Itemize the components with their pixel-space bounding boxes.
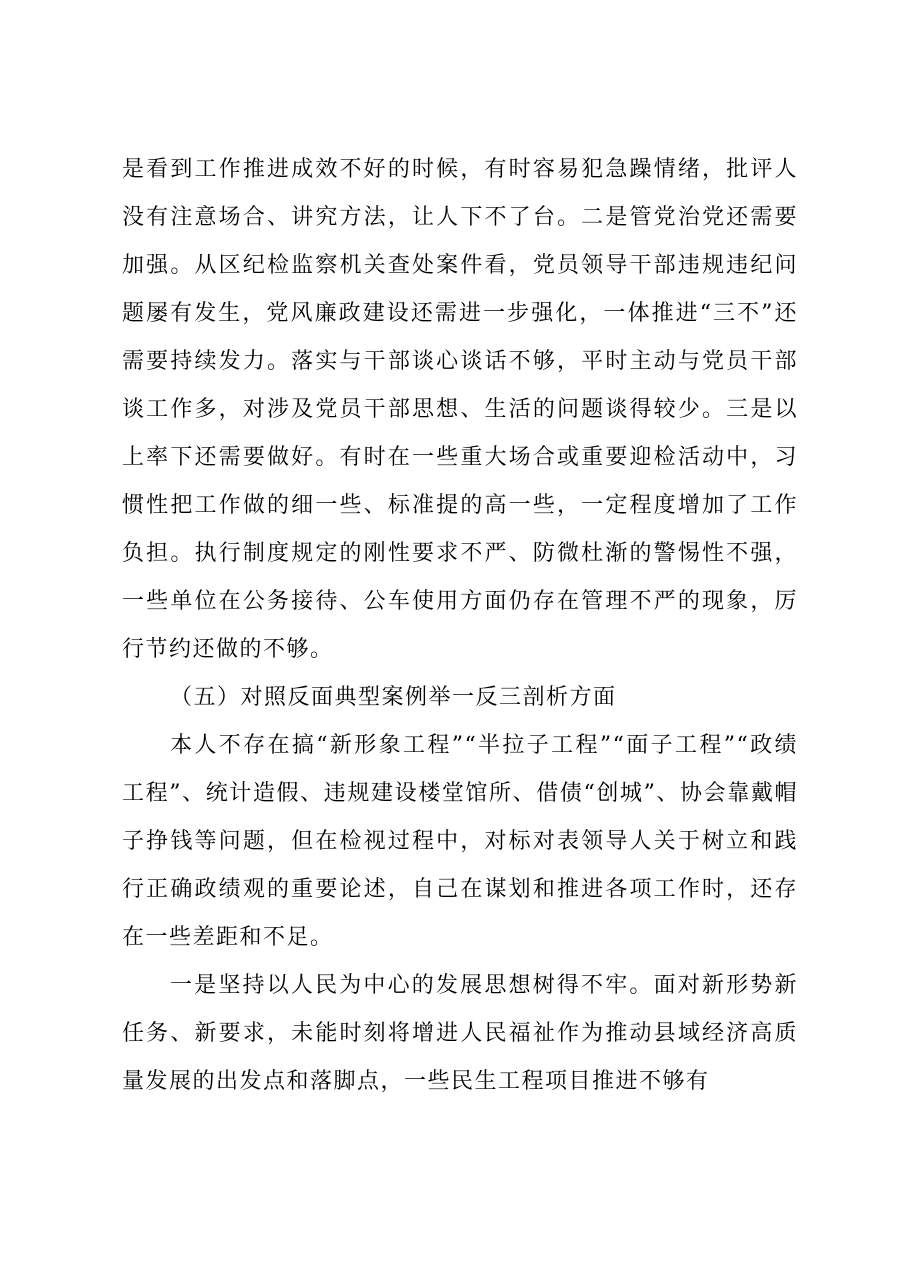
paragraph-continued: 是看到工作推进成效不好的时候，有时容易犯急躁情绪，批评人没有注意场合、讲究方法，让人下不了台。二是管党治党还需要加强。从区纪检监察机关查处案件看，党员领导干部违规违纪问题屡有发生，党风廉政建设还需进一步强化，一体推进“三不”还需要持续发力。落实与干部谈心谈话不够，平时主动与党员干部谈工作多，对涉及党员干部思想、生活的问题谈得较少。三是以上率下还需要做好。有时在一些重大场合或重要迎检活动中，习惯性把工作做的细一些、标准提的高一些，一定程度增加了工作负担。执行制度规定的刚性要求不严、防微杜渐的警惕性不强，一些单位在公务接待、公车使用方面仍存在管理不严的现象，厉行节约还做的不够。 xyxy=(122,157,798,662)
section-heading: （五）对照反面典型案例举一反三剖析方面 xyxy=(170,685,617,710)
document-body xyxy=(122,146,798,1106)
paragraph-point-one: 一是坚持以人民为中心的发展思想树得不牢。面对新形势新任务、新要求，未能时刻将增进人民福祉作为推动县域经济高质量发展的出发点和落脚点，一些民生工程项目推进不够有 xyxy=(122,973,798,1094)
paragraph-statement: 本人不存在搞“新形象工程”“半拉子工程”“面子工程”“政绩工程”、统计造假、违规建设楼堂馆所、借债“创城”、协会靠戴帽子挣钱等问题，但在检视过程中，对标对表领导人关于树立和践行正确政绩观的重要论述，自己在谋划和推进各项工作时，还存在一些差距和不足。 xyxy=(122,733,798,950)
